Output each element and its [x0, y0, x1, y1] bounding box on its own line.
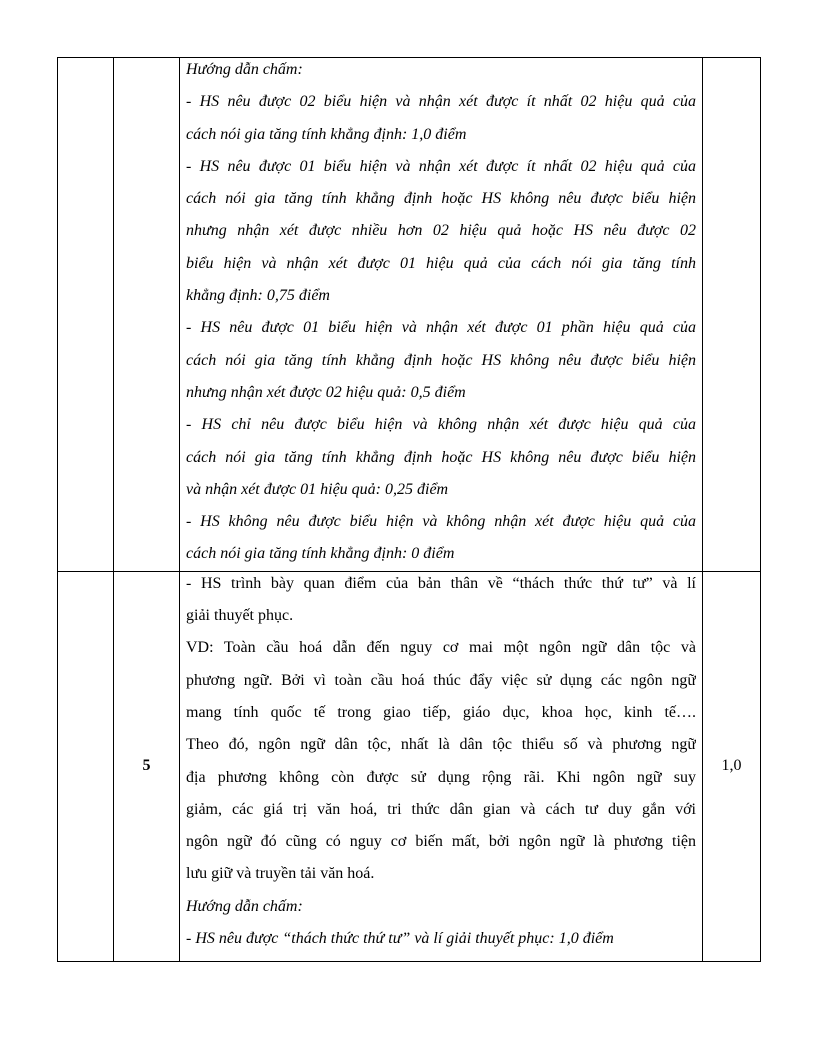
text-line: cách nói gia tăng tính khẳng định hoặc HS không nêu được biểu hiện — [186, 190, 696, 208]
text-line: nhưng nhận xét được nhiều hơn 02 hiệu quả hoặc HS nêu được 02 — [186, 222, 696, 240]
text-line: - HS không nêu được biểu hiện và không nhận xét được hiệu quả của — [186, 513, 696, 531]
text-line: Hướng dẫn chấm: — [186, 897, 303, 915]
text-line: - HS nêu được “thách thức thứ tư” và lí giải thuyết phục: 1,0 điểm — [186, 930, 614, 948]
text-line: mang tính quốc tế trong giao tiếp, giáo dục, khoa học, kinh tế…. — [186, 703, 696, 721]
question-number-cell: 5 — [114, 571, 180, 961]
text-line: - HS nêu được 01 biểu hiện và nhận xét được ít nhất 02 hiệu quả của — [186, 157, 696, 175]
text-line: Hướng dẫn chấm: — [186, 61, 303, 78]
score-cell — [703, 58, 761, 572]
text-line: - HS nêu được 02 biểu hiện và nhận xét được ít nhất 02 hiệu quả của — [186, 93, 696, 111]
text-line: cách nói gia tăng tính khẳng định hoặc HS không nêu được biểu hiện — [186, 448, 696, 466]
text-line: nhưng nhận xét được 02 hiệu quả: 0,5 điểm — [186, 383, 466, 401]
table-row — [58, 571, 761, 961]
text-line: và nhận xét được 01 hiệu quả: 0,25 điểm — [186, 480, 449, 498]
text-line: cách nói gia tăng tính khẳng định hoặc HS không nêu được biểu hiện — [186, 351, 696, 369]
grading-table — [57, 57, 761, 962]
text-line: VD: Toàn cầu hoá dẫn đến nguy cơ mai một ngôn ngữ dân tộc và — [186, 639, 696, 657]
text-line: cách nói gia tăng tính khẳng định: 0 điểm — [186, 545, 455, 563]
section-cell — [58, 571, 114, 961]
text-line: khẳng định: 0,75 điểm — [186, 287, 330, 305]
text-line: địa phương không còn được sử dụng rộng rãi. Khi ngôn ngữ suy — [186, 768, 696, 786]
answer-content-cell — [180, 58, 703, 572]
text-line: - HS nêu được 01 biểu hiện và nhận xét được 01 phần hiệu quả của — [186, 319, 696, 337]
text-line: giải thuyết phục. — [186, 607, 294, 625]
table-row — [58, 58, 761, 572]
answer-content-cell — [180, 571, 703, 961]
score-cell: 1,0 — [703, 571, 761, 961]
text-line: lưu giữ và truyền tải văn hoá. — [186, 865, 375, 883]
text-line: - HS trình bày quan điểm của bản thân về “thách thức thứ tư” và lí — [186, 574, 696, 592]
question-number-cell — [114, 58, 180, 572]
text-line: - HS chỉ nêu được biểu hiện và không nhận xét được hiệu quả của — [186, 416, 696, 434]
text-line: phương ngữ. Bởi vì toàn cầu hoá thúc đẩy việc sử dụng các ngôn ngữ — [186, 671, 696, 689]
section-cell — [58, 58, 114, 572]
text-line: biểu hiện và nhận xét được 01 hiệu quả của cách nói gia tăng tính — [186, 254, 696, 272]
text-line: giảm, các giá trị văn hoá, tri thức dân gian và cách tư duy gắn với — [186, 800, 696, 818]
text-line: Theo đó, ngôn ngữ dân tộc, nhất là dân tộc thiểu số và phương ngữ — [186, 736, 696, 754]
text-line: cách nói gia tăng tính khẳng định: 1,0 điểm — [186, 125, 467, 143]
text-line: ngôn ngữ đó cũng có nguy cơ biến mất, bởi ngôn ngữ là phương tiện — [186, 833, 696, 851]
